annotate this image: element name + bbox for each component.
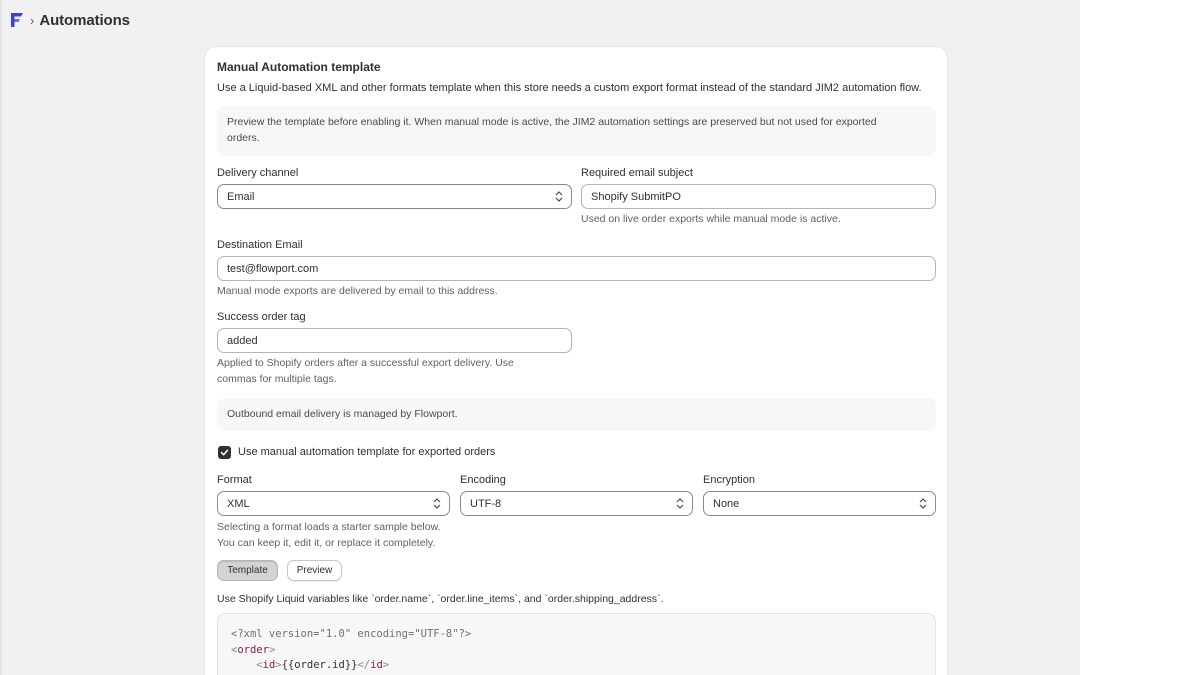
success-tag-help-line: commas for multiple tags.: [217, 372, 337, 385]
format-label: Format: [217, 474, 252, 486]
delivery-channel-select[interactable]: [217, 184, 572, 209]
success-tag-input[interactable]: [217, 328, 572, 353]
encryption-select[interactable]: [703, 491, 936, 516]
liquid-order-id: {{order.id}}: [281, 659, 358, 671]
success-tag-label: Success order tag: [217, 311, 306, 323]
xml-declaration: <?xml version="1.0" encoding="UTF-8"?>: [231, 628, 472, 640]
code-line: [231, 627, 935, 643]
liquid-variables-help: Use Shopify Liquid variables like `order.name`, `order.line_items`, and `order.shipping_address`.: [217, 593, 664, 605]
card-title: Manual Automation template: [217, 60, 381, 74]
format-value: XML: [227, 497, 250, 510]
xml-tag-order: order: [237, 643, 269, 656]
email-subject-help: Used on live order exports while manual mode is active.: [581, 213, 841, 225]
success-tag-help: [217, 356, 514, 387]
format-help-line: You can keep it, edit it, or replace it completely.: [217, 536, 436, 549]
template-code-editor[interactable]: [217, 613, 936, 675]
breadcrumb: [10, 10, 130, 30]
destination-email-value: test@flowport.com: [227, 262, 319, 275]
preview-notice: [217, 106, 936, 156]
delivery-channel-value: Email: [227, 190, 255, 203]
checkmark-icon: [220, 448, 229, 457]
success-tag-value: added: [227, 334, 258, 347]
encoding-select[interactable]: [460, 491, 693, 516]
outbound-notice-text: Outbound email delivery is managed by Flowport.: [227, 408, 458, 420]
tab-preview[interactable]: Preview: [287, 560, 342, 581]
preview-notice-line: orders.: [227, 131, 260, 144]
page-title: Automations: [39, 11, 130, 29]
encryption-value: None: [713, 497, 740, 510]
destination-email-label: Destination Email: [217, 239, 303, 251]
select-arrows-icon: [676, 498, 684, 509]
use-manual-checkbox[interactable]: [218, 446, 231, 459]
select-arrows-icon: [433, 498, 441, 509]
manual-automation-card: [204, 46, 948, 675]
xml-tag-id-open: id: [262, 659, 276, 671]
flowport-logo-icon[interactable]: [10, 12, 24, 28]
select-arrows-icon: [555, 191, 563, 202]
encryption-label: Encryption: [703, 474, 755, 486]
delivery-channel-label: Delivery channel: [217, 167, 299, 179]
encoding-value: UTF-8: [470, 497, 502, 510]
outbound-notice: [217, 398, 936, 431]
code-line: <id>{{order.id}}</id>: [256, 659, 390, 671]
email-subject-value: Shopify SubmitPO: [591, 190, 681, 203]
preview-notice-line: Preview the template before enabling it. When manual mode is active, the JIM2 automation settings are preserved but not used for exported: [227, 116, 877, 128]
breadcrumb-separator: ›: [30, 12, 35, 28]
destination-email-input[interactable]: [217, 256, 936, 281]
xml-tag-id-close: id: [370, 659, 383, 671]
select-arrows-icon: [919, 498, 927, 509]
destination-email-help: Manual mode exports are delivered by email to this address.: [217, 285, 498, 297]
code-line: <order>: [231, 643, 276, 656]
use-manual-checkbox-label[interactable]: Use manual automation template for exported orders: [238, 446, 496, 458]
format-select[interactable]: [217, 491, 450, 516]
card-description: Use a Liquid-based XML and other formats template when this store needs a custom export format instead of the standard JIM2 automation flow.: [217, 82, 922, 94]
email-subject-label: Required email subject: [581, 167, 693, 179]
success-tag-help-line: Applied to Shopify orders after a successful export delivery. Use: [217, 357, 514, 369]
encoding-label: Encoding: [460, 474, 506, 486]
format-help-line: Selecting a format loads a starter sample below.: [217, 521, 441, 533]
tab-template[interactable]: Template: [217, 560, 278, 581]
format-help: [217, 520, 441, 551]
email-subject-input[interactable]: [581, 184, 936, 209]
